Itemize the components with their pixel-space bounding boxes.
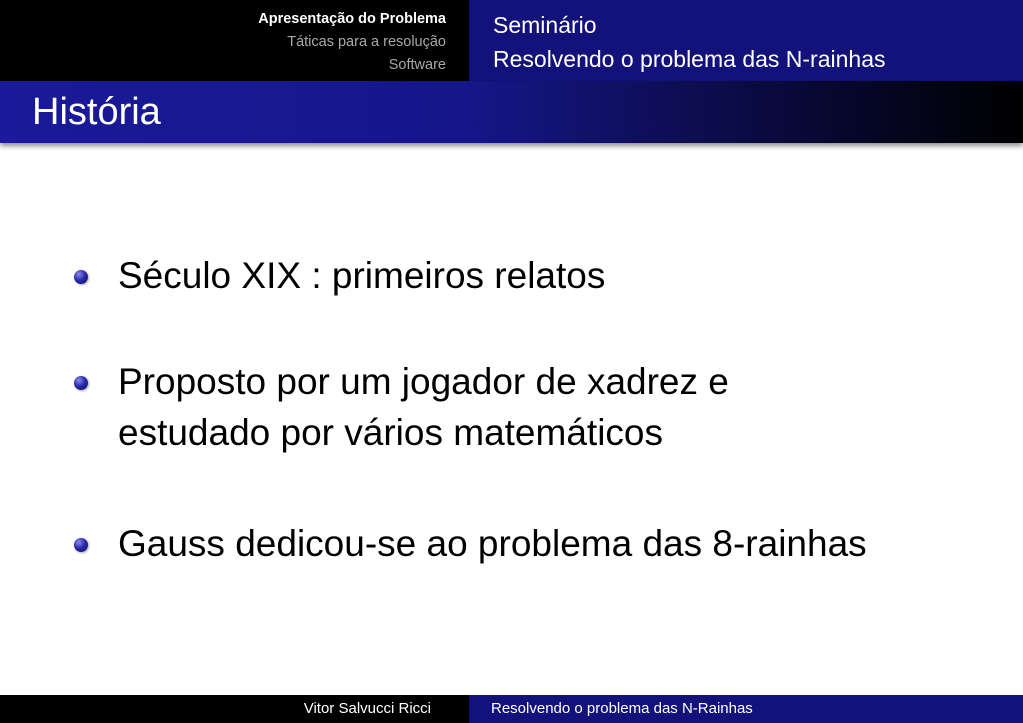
presentation-title-line2: Resolvendo o problema das N-rainhas: [493, 46, 886, 72]
footer-title: Resolvendo o problema das N-Rainhas: [491, 700, 753, 717]
nav-item-taticas[interactable]: Táticas para a resolução: [287, 34, 446, 50]
bullet-text: Gauss dedicou-se ao problema das 8-rainhas: [118, 523, 867, 564]
frame-title-bar: [0, 81, 1023, 143]
nav-item-apresentacao[interactable]: Apresentação do Problema: [258, 11, 446, 27]
nav-item-software[interactable]: Software: [388, 57, 446, 73]
footer-author: Vitor Salvucci Ricci: [303, 700, 431, 717]
bullet-icon: [74, 376, 88, 390]
bullet-text: Proposto por um jogador de xadrez e estudado por vários matemáticos: [118, 361, 729, 453]
header-title-panel: [469, 0, 1023, 81]
footer-author-panel: [0, 695, 469, 723]
presentation-title: [493, 8, 886, 76]
slide-title: História: [32, 91, 161, 133]
bullet-icon: [74, 538, 88, 552]
slide-content: [0, 143, 1023, 695]
bullet-icon: [74, 270, 88, 284]
presentation-title-line1: Seminário: [493, 12, 597, 38]
header-navigation: [0, 0, 469, 81]
section-nav-list: [258, 8, 446, 77]
bullet-text: Século XIX : primeiros relatos: [118, 255, 606, 296]
footer-title-panel: [469, 695, 1023, 723]
